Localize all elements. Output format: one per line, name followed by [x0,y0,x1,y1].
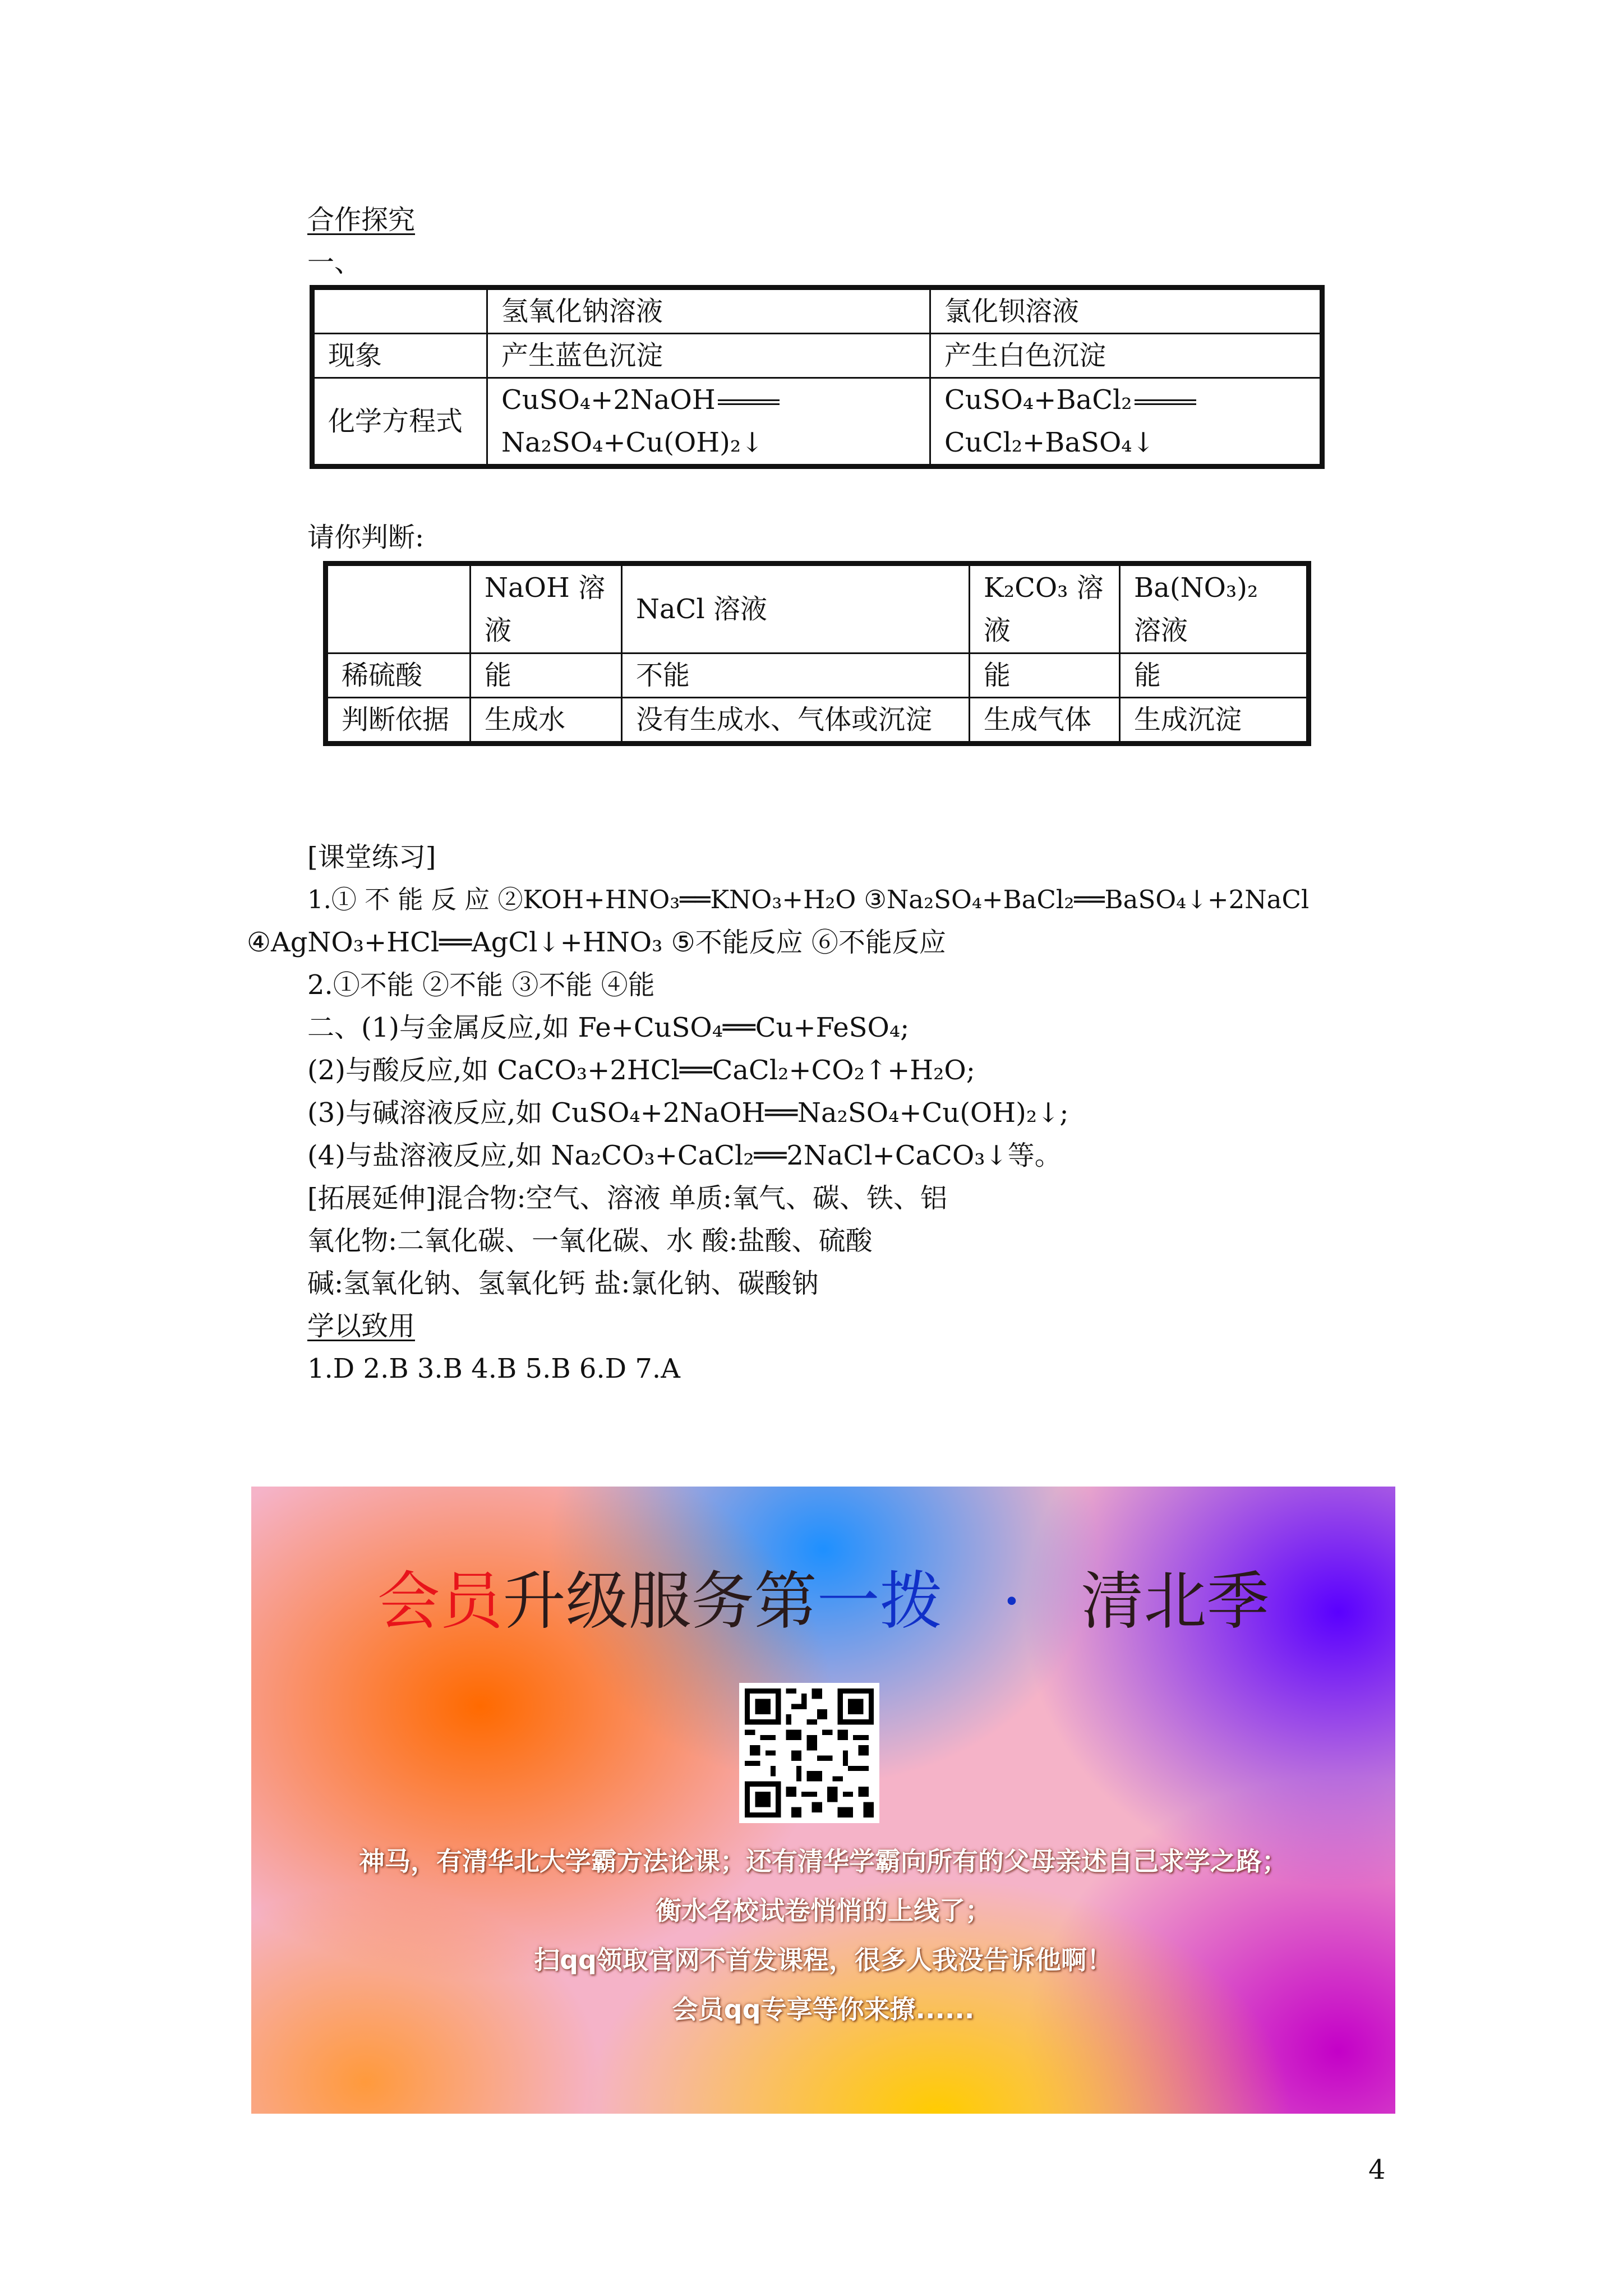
table-cell: 不能 [622,654,970,698]
banner-title-part: 升级服务第 [502,1565,817,1638]
row-label-equation: 化学方程式 [312,378,487,467]
row-label-phenomenon: 现象 [312,334,487,378]
table-cell [487,378,930,467]
answers-line: 1.D 2.B 3.B 4.B 5.B 6.D 7.A [307,1353,680,1384]
judge-title: 请你判断: [307,522,425,553]
practice-line: 碱:氢氧化钠、氢氧化钙 盐:氯化钠、碳酸钠 [307,1268,819,1299]
banner-text-line: 神马，有清华北大学霸方法论课；还有清华学霸向所有的父母亲述自己求学之路； [359,1846,1288,1876]
judgement-table [323,561,1311,746]
table-cell: 生成气体 [970,698,1120,744]
table-cell: 产生蓝色沉淀 [487,334,930,378]
table-cell [326,564,471,654]
practice-title: [课堂练习] [307,841,436,873]
page-number: 4 [1368,2154,1386,2185]
equation-line: Na₂SO₄+Cu(OH)₂↓ [501,427,764,458]
banner-text-line: 衡水名校试卷悄悄的上线了； [656,1895,991,1926]
banner-title [251,1565,1395,1638]
practice-line: 二、(1)与金属反应,如 Fe+CuSO₄══Cu+FeSO₄; [307,1012,910,1043]
banner-title-separator: · [1002,1565,1022,1638]
table-cell: 能 [1120,654,1309,698]
row-label: 判断依据 [326,698,471,744]
qr-code-icon[interactable] [739,1683,879,1823]
practice-line: (2)与酸反应,如 CaCO₃+2HCl══CaCl₂+CO₂↑+H₂O; [307,1055,975,1086]
table-header: Ba(NO₃)₂ 溶液 [1120,564,1309,654]
banner-title-part: 清北季 [1081,1565,1270,1638]
practice-line: (4)与盐溶液反应,如 Na₂CO₃+CaCl₂══2NaCl+CaCO₃↓等。 [307,1140,1062,1171]
table-row [312,288,1322,334]
table-row [326,654,1309,698]
table-row [312,378,1322,467]
banner-title-part: 会员 [377,1565,503,1638]
row-label: 稀硫酸 [326,654,471,698]
equals-sign [718,399,780,405]
table-cell: 能 [471,654,622,698]
table-row [326,698,1309,744]
practice-line: 1.① 不 能 反 应 ②KOH+HNO₃══KNO₃+H₂O ③Na₂SO₄+BaCl₂══BaSO₄↓+2NaCl [307,885,1310,914]
banner-text-line: 会员qq专享等你来撩...... [672,1994,975,2024]
table-cell [312,288,487,334]
section-title-application: 学以致用 [307,1310,416,1342]
reaction-table [310,285,1325,469]
table-header: K₂CO₃ 溶液 [970,564,1120,654]
table-row [326,564,1309,654]
banner-text-line: 扫qq领取官网不首发课程，很多人我没告诉他啊！ [534,1945,1113,1975]
equals-sign [1135,399,1196,405]
table-cell: 能 [970,654,1120,698]
promo-banner[interactable] [251,1487,1395,2114]
table-cell [930,378,1322,467]
table-header: NaCl 溶液 [622,564,970,654]
table-cell: 生成水 [471,698,622,744]
practice-line: (3)与碱溶液反应,如 CuSO₄+2NaOH══Na₂SO₄+Cu(OH)₂↓; [307,1097,1069,1129]
equation-line: CuCl₂+BaSO₄↓ [944,427,1155,458]
table-cell: 产生白色沉淀 [930,334,1322,378]
equation-line: CuSO₄+2NaOH [501,384,716,416]
table-header: NaOH 溶液 [471,564,622,654]
table-header-bacl2: 氯化钡溶液 [930,288,1322,334]
practice-line: [拓展延伸]混合物:空气、溶液 单质:氧气、碳、铁、铝 [307,1182,948,1214]
table-cell: 没有生成水、气体或沉淀 [622,698,970,744]
practice-line: ④AgNO₃+HCl══AgCl↓+HNO₃ ⑤不能反应 ⑥不能反应 [247,927,946,958]
equation-line: CuSO₄+BaCl₂ [944,384,1132,416]
part-one-label: 一、 [307,247,362,278]
section-title-cooperation: 合作探究 [307,204,416,236]
table-header-naoh: 氢氧化钠溶液 [487,288,930,334]
table-row [312,334,1322,378]
practice-line: 氧化物:二氧化碳、一氧化碳、水 酸:盐酸、硫酸 [307,1225,873,1257]
practice-line: 2.①不能 ②不能 ③不能 ④能 [307,969,655,1001]
banner-title-part: 一拨 [817,1565,943,1638]
table-cell: 生成沉淀 [1120,698,1309,744]
